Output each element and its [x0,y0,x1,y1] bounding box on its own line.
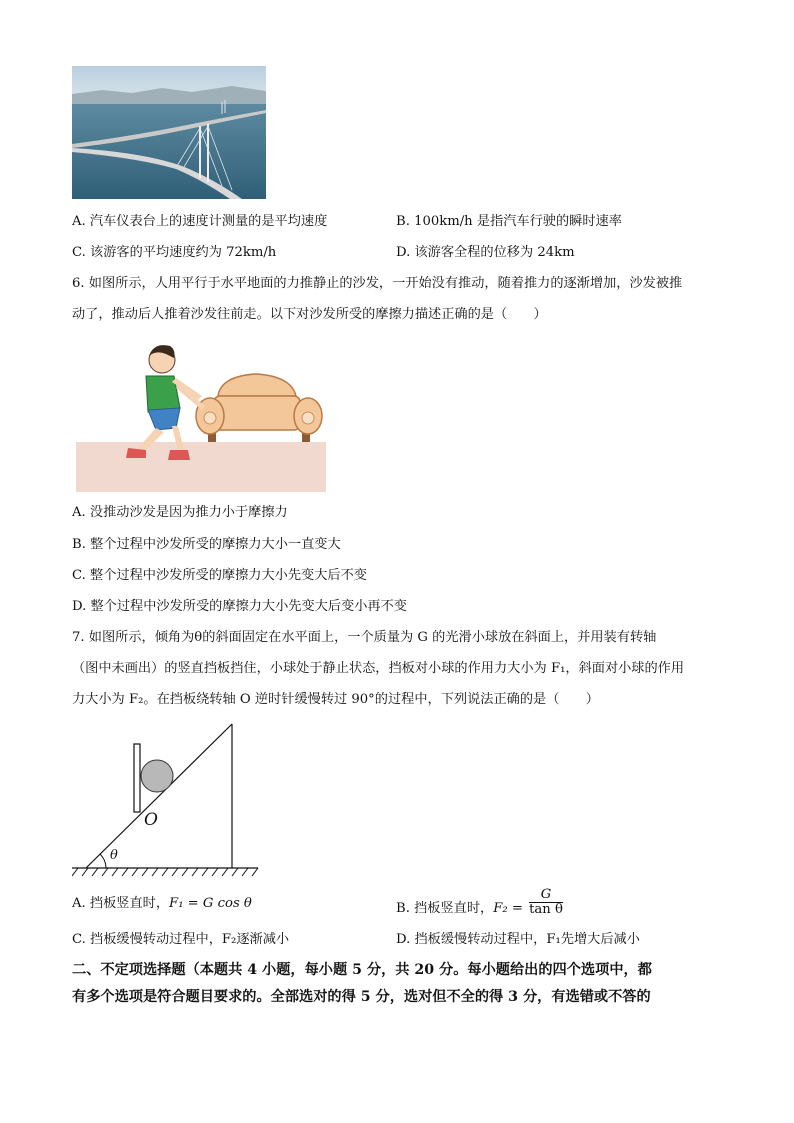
q5-option-c: C. 该游客的平均速度约为 72km/h [72,245,277,260]
q5-option-b: B. 100km/h 是指汽车行驶的瞬时速率 [396,214,622,229]
theta-angle-label: θ [110,848,118,863]
q7-option-b [396,887,563,923]
q7-option-b-fraction [529,888,563,917]
q7-stem-line2: （图中未画出）的竖直挡板挡住，小球处于静止状态，挡板对小球的作用力大小为 F₁，斜面对小球的作用 [72,661,685,676]
q7-option-a [72,894,252,914]
q7-option-b-lhs: F₂ = [493,901,523,916]
q6-option-a: A. 没推动沙发是因为推力小于摩擦力 [72,505,288,520]
q7-option-d: D. 挡板缓慢转动过程中，F₁先增大后减小 [396,932,640,947]
section2-heading-line2: 有多个选项是符合题目要求的。全部选对的得 5 分，选对但不全的得 3 分，有选错或不答的 [72,989,651,1005]
incline-diagram [72,720,262,880]
q7-option-a-prefix: A. 挡板竖直时， [72,896,170,911]
pivot-o-label: O [144,810,158,830]
q6-option-b: B. 整个过程中沙发所受的摩擦力大小一直变大 [72,537,341,552]
q6-option-d: D. 整个过程中沙发所受的摩擦力大小先变大后变小再不变 [72,599,407,614]
q7-option-c: C. 挡板缓慢转动过程中，F₂逐渐减小 [72,932,290,947]
q5-option-d: D. 该游客全程的位移为 24km [396,245,575,260]
fraction-numerator: G [529,888,563,903]
q6-stem-line1: 6. 如图所示，人用平行于水平地面的力推静止的沙发，一开始没有推动，随着推力的逐渐增加，沙发被推 [72,276,683,291]
q7-stem-line1: 7. 如图所示，倾角为θ的斜面固定在水平面上，一个质量为 G 的光滑小球放在斜面上，并用装有转轴 [72,630,657,645]
sofa-push-illustration [76,338,326,492]
q7-option-b-prefix: B. 挡板竖直时， [396,901,494,916]
q7-stem-line3: 力大小为 F₂。在挡板绕转轴 O 逆时针缓慢转过 90°的过程中，下列说法正确的是（ ） [72,692,599,707]
bridge-photo [72,66,266,199]
section2-heading-line1: 二、不定项选择题（本题共 4 小题，每小题 5 分，共 20 分。每小题给出的四个选项中，都 [72,962,652,978]
fraction-denominator: tan θ [529,902,563,917]
q6-option-c: C. 整个过程中沙发所受的摩擦力大小先变大后不变 [72,568,367,583]
q6-stem-line2: 动了，推动后人推着沙发往前走。以下对沙发所受的摩擦力描述正确的是（ ） [72,307,547,322]
q5-option-a: A. 汽车仪表台上的速度计测量的是平均速度 [72,214,328,229]
q7-option-a-formula: F₁ = G cos θ [169,896,252,911]
